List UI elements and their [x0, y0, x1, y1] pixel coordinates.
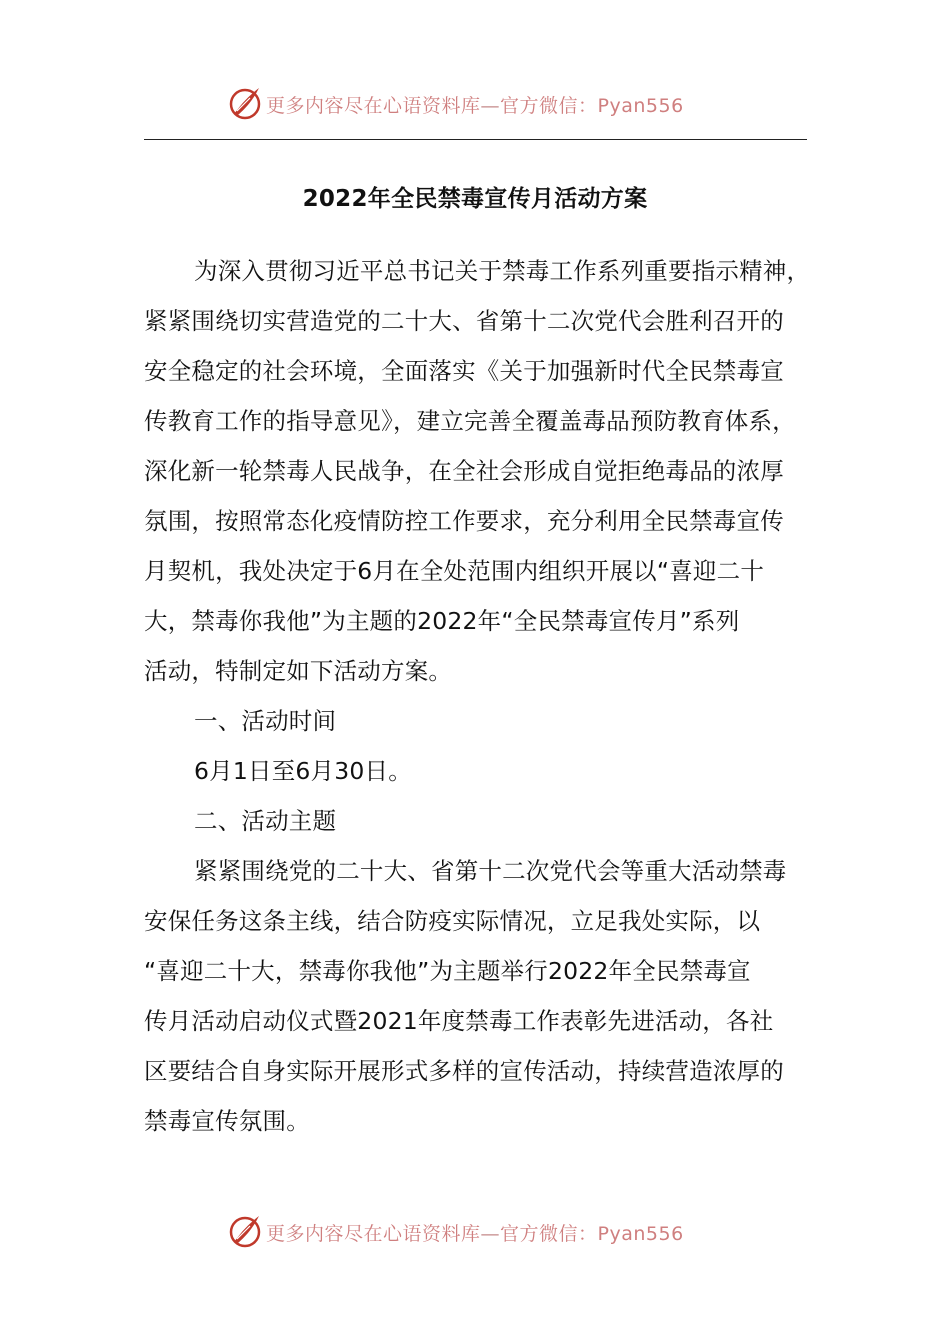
- body-line: 传教育工作的指导意见》，建立完善全覆盖毒品预防教育体系，: [144, 407, 796, 435]
- header-wechat-label: 官方微信：: [500, 95, 598, 117]
- body-line: 区要结合自身实际开展形式多样的宣传活动，持续营造浓厚的: [144, 1057, 784, 1085]
- footer-wechat-id: Pyan556: [597, 1223, 684, 1245]
- section-heading-time: 一、活动时间: [194, 707, 337, 735]
- body-line: 安全稳定的社会环境，全面落实《关于加强新时代全民禁毒宣: [144, 357, 784, 385]
- body-line: “喜迎二十大，禁毒你我他”为主题举行2022年全民禁毒宣: [144, 957, 751, 985]
- header-brand-text: 更多内容尽在心语资料库: [266, 95, 481, 117]
- body-line: 活动，特制定如下活动方案。: [144, 657, 453, 685]
- body-line: 安保任务这条主线，结合防疫实际情况，立足我处实际，以: [144, 907, 761, 935]
- body-line: 6月1日至6月30日。: [194, 757, 412, 785]
- body-line: 紧紧围绕切实营造党的二十大、省第十二次党代会胜利召开的: [144, 307, 784, 335]
- body-line: 为深入贯彻习近平总书记关于禁毒工作系列重要指示精神，: [194, 257, 811, 285]
- body-line: 大，禁毒你我他”为主题的2022年“全民禁毒宣传月”系列: [144, 607, 740, 635]
- footer-separator: —: [480, 1223, 501, 1245]
- body-line: 深化新一轮禁毒人民战争，在全社会形成自觉拒绝毒品的浓厚: [144, 457, 784, 485]
- header-wechat-id: Pyan556: [597, 95, 684, 117]
- body-line: 氛围，按照常态化疫情防控工作要求，充分利用全民禁毒宣传: [144, 507, 784, 535]
- section-heading-theme: 二、活动主题: [194, 807, 337, 835]
- document-title: 2022年全民禁毒宣传月活动方案: [302, 186, 648, 212]
- watermark-header: [0, 82, 950, 126]
- header-divider: [144, 139, 807, 140]
- body-line: 传月活动启动仪式暨2021年度禁毒工作表彰先进活动，各社: [144, 1007, 774, 1035]
- body-line: 月契机，我处决定于6月在全处范围内组织开展以“喜迎二十: [144, 557, 765, 585]
- header-separator: —: [480, 95, 501, 117]
- document-body: [144, 252, 811, 1152]
- watermark-footer: [0, 1210, 950, 1254]
- quill-logo-icon: [226, 84, 264, 122]
- footer-brand-text: 更多内容尽在心语资料库: [266, 1223, 481, 1245]
- body-line: 紧紧围绕党的二十大、省第十二次党代会等重大活动禁毒: [194, 857, 787, 885]
- footer-wechat-label: 官方微信：: [500, 1223, 598, 1245]
- body-line: 禁毒宣传氛围。: [144, 1107, 310, 1135]
- quill-logo-icon: [226, 1212, 264, 1250]
